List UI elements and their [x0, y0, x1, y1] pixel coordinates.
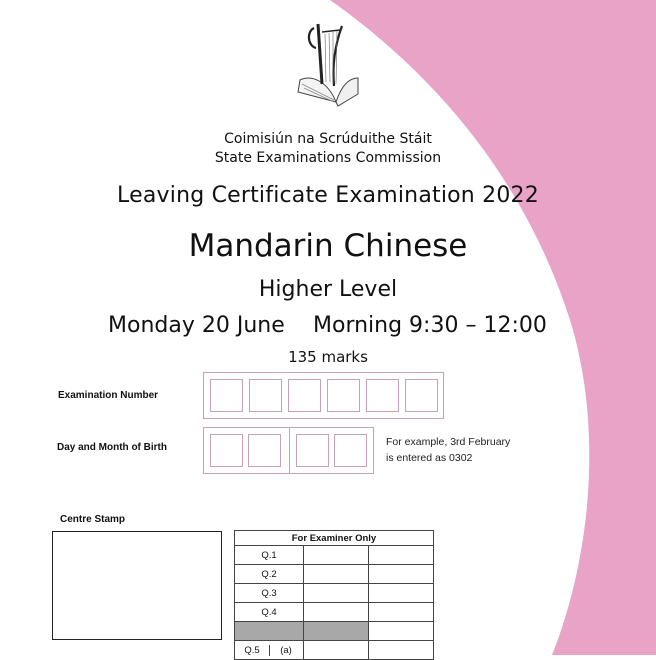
- exam-number-digit[interactable]: [405, 379, 438, 412]
- total-cell: [369, 641, 434, 660]
- centre-stamp-label: Centre Stamp: [60, 514, 126, 525]
- shaded-cell: [235, 622, 304, 641]
- question-label: Q.1: [235, 546, 304, 565]
- exam-number-digit[interactable]: [210, 379, 243, 412]
- harp-logo-icon: [292, 22, 362, 108]
- question-label: Q.3: [235, 584, 304, 603]
- total-cell: [369, 546, 434, 565]
- marks-cell: [304, 603, 369, 622]
- exam-title: Leaving Certificate Examination 2022: [117, 183, 539, 208]
- table-row: [235, 641, 434, 660]
- exam-session: Morning 9:30 – 12:00: [313, 313, 547, 338]
- dob-digit[interactable]: [334, 434, 367, 467]
- dob-digit[interactable]: [248, 434, 281, 467]
- org-name-english: State Examinations Commission: [214, 150, 442, 166]
- examiner-table: [234, 530, 434, 660]
- question-number: Q.5: [244, 644, 260, 656]
- total-cell: [369, 603, 434, 622]
- subject-title: Mandarin Chinese: [188, 228, 468, 264]
- org-name-irish: Coimisiún na Scrúduithe Stáit: [224, 131, 432, 147]
- total-cell: [369, 622, 434, 641]
- table-row: [235, 603, 434, 622]
- question-part: (a): [269, 645, 302, 656]
- dob-label: Day and Month of Birth: [57, 442, 167, 453]
- dob-digit[interactable]: [210, 434, 243, 467]
- table-row: [235, 546, 434, 565]
- total-marks: 135 marks: [288, 348, 368, 366]
- dob-note-line2: is entered as 0302: [386, 452, 473, 464]
- examiner-table-header: For Examiner Only: [235, 531, 434, 546]
- dob-digit[interactable]: [296, 434, 329, 467]
- exam-number-digit[interactable]: [366, 379, 399, 412]
- level-title: Higher Level: [258, 277, 398, 302]
- exam-number-digit[interactable]: [288, 379, 321, 412]
- dob-note-line1: For example, 3rd February: [386, 436, 511, 448]
- marks-cell: [304, 565, 369, 584]
- table-row: [235, 622, 434, 641]
- question-label: [235, 641, 304, 660]
- marks-cell: [304, 641, 369, 660]
- centre-stamp-box: [52, 531, 222, 640]
- exam-number-label: Examination Number: [58, 390, 159, 401]
- exam-number-digit[interactable]: [327, 379, 360, 412]
- total-cell: [369, 565, 434, 584]
- question-label: Q.4: [235, 603, 304, 622]
- marks-cell: [304, 584, 369, 603]
- question-label: Q.2: [235, 565, 304, 584]
- exam-number-field: [203, 372, 444, 419]
- total-cell: [369, 584, 434, 603]
- shaded-cell: [304, 622, 369, 641]
- exam-day: Monday 20 June: [108, 313, 285, 338]
- marks-cell: [304, 546, 369, 565]
- exam-number-digit[interactable]: [249, 379, 282, 412]
- table-row: [235, 584, 434, 603]
- dob-divider: [289, 428, 290, 473]
- dob-field: [203, 427, 374, 474]
- table-row: [235, 565, 434, 584]
